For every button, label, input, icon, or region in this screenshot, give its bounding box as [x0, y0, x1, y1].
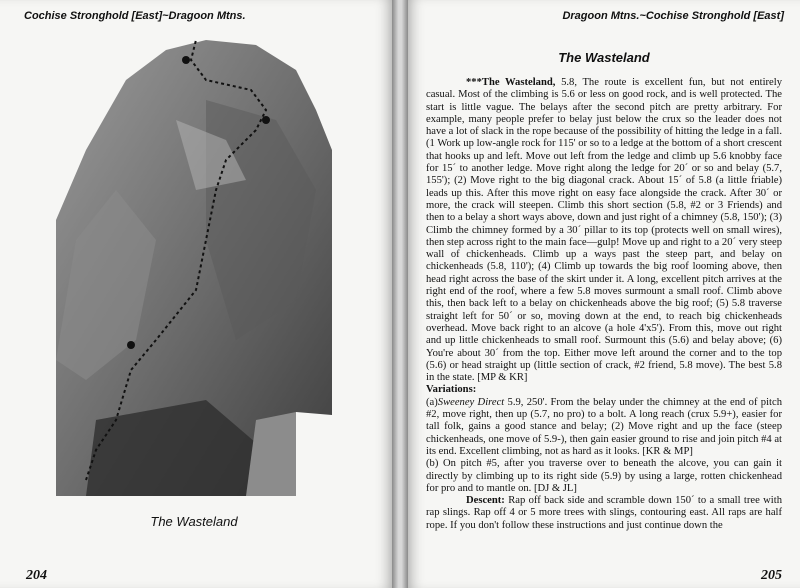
route-description: 5.8, The route is excellent fun, but not entirely casual. Most of the climbing is 5.6 or less on good rock, and is well protected. The start is little vague. The belays after the second pitch are pretty arbitrary. For example, many people prefer to belay just below the crux so the leader does not have a lot of slack in the rope because of the possibility of hitting the ledge in a fall. (1 Work up low-angle rock for 115' or so to a ledge at the bottom of a short crescent that hooks up and left. Move out left from the ledge and climb up 5.6 knobby face for 15´ to another ledge. Move right along the ledge for 20´ or so and belay (5.7, 155'); (2) Move right to the big diagonal crack. About 15´ of 5.8 (a little friable) leads up this. After this move right on easy face alongside the crack. After 30´ or more, the crack will steepen. Climb this short section (5.8, #2 or 3 Friends) and then to a belay a short ways above, down and just right of a chimney (5.8, 150'); (3) Climb the chimney formed by a 30´ pillar to its top (protects well on small wires), then step across right to the main face—gulp! Move up and right to a 20´ very steep wall of chickenheads. Climb up a ways past the steep part, and belay on chickenheads (5.8, 110'); (4) Climb up towards the big roof looming above, then head right across the base of the skirt under it. A long, excellent pitch arrives at the right end of the roof, where a few 5.8 moves surmount a small roof. Climb above this, then back left to a belay on chickenheads above the big roof; (5) 5.8 traverse straight left for 50´ or so, moving down at the end, to reach big chickenheads overhead. Move back right to an alcove (a hole 4'x5'). From this, move out right and up little chickenheads to small roof. Surmount this (5.6) and belay above; (6) You're about 30´ from the top. Either move left around the corner and to the top (5.6) or head straight up (little section of crack, #2 friend, 5.8 move). The best 5.8 in the state. [MP & KR]	[426, 77, 782, 384]
descent-text: Rap off back side and scramble down 150´ to a small tree with rap slings. Rap off 4 or 5 more trees with slings, contouring east. All raps are half rope. If you don't follow these instructions and just continue down the	[426, 495, 782, 531]
route-photo	[56, 40, 332, 496]
book-gutter	[392, 0, 408, 588]
page-number-left: 204	[26, 568, 47, 583]
variations-label: Variations:	[426, 384, 477, 396]
variation-a-name: Sweeney Direct	[437, 396, 505, 408]
route-title: The Wasteland	[558, 50, 650, 65]
descent-paragraph	[426, 495, 782, 532]
variation-b: (b) On pitch #5, after you traverse over to beneath the alcove, you can gain it directly by climbing up to its right side (5.9) by using a large, rotten chickenhead for pro and to mantle on. [DJ & JL]	[426, 458, 782, 494]
variation-a-prefix: (a)	[426, 396, 438, 408]
running-head-right: Dragoon Mtns.~Cochise Stronghold [East]	[562, 10, 784, 22]
right-page	[408, 0, 800, 588]
photo-caption: The Wasteland	[150, 514, 238, 529]
route-description-paragraph	[426, 77, 782, 384]
route-text	[426, 77, 782, 532]
variation-a	[426, 397, 782, 458]
route-stars: ***	[466, 77, 482, 88]
route-topo-image	[56, 40, 332, 496]
variation-a-text: 5.9, 250'. From the belay under the chimney at the end of pitch #2, move right, then up (5.7, no pro) to a bolt. A long reach (crux 5.9+), easier for tall folk, gains a good stance and belay; (2) Move right and up the face (steep chickenheads, one move of 5.9-), then gain easier ground to rise and join pitch #4 at its end. Excellent climbing, not as hard as it looks. [KR & MP]	[426, 396, 782, 457]
running-head-left: Cochise Stronghold [East]~Dragoon Mtns.	[24, 10, 246, 22]
descent-label: Descent:	[466, 495, 505, 507]
route-name: The Wasteland,	[481, 77, 556, 88]
page-number-right: 205	[761, 568, 782, 583]
variations-heading	[426, 384, 782, 396]
left-page	[0, 0, 392, 588]
